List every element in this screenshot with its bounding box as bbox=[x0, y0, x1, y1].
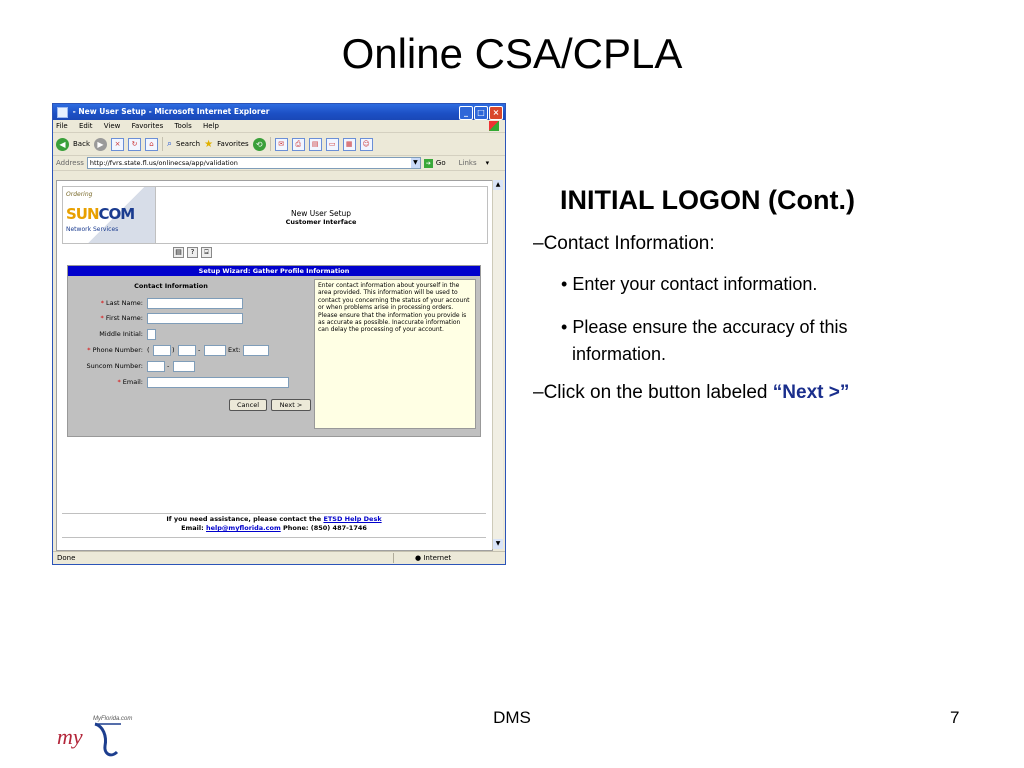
menu-edit[interactable]: Edit bbox=[78, 122, 93, 130]
maximize-icon[interactable]: □ bbox=[474, 106, 488, 120]
address-value: http://fvrs.state.fl.us/onlinecsa/app/validation bbox=[89, 159, 238, 167]
next-button[interactable]: Next > bbox=[271, 399, 311, 411]
phone-area-code-field[interactable] bbox=[153, 345, 171, 356]
folder-icon[interactable]: ▭ bbox=[326, 138, 339, 151]
home-icon[interactable]: ⌂ bbox=[145, 138, 158, 151]
menu-view[interactable]: View bbox=[103, 122, 121, 130]
forward-icon[interactable]: ▶ bbox=[94, 138, 107, 151]
page-header bbox=[62, 186, 488, 244]
contact-info-line: –Contact Information: bbox=[533, 233, 715, 254]
back-icon[interactable]: ◀ bbox=[56, 138, 69, 151]
print-icon[interactable]: ⎙ bbox=[292, 138, 305, 151]
toolbar bbox=[53, 133, 505, 156]
help-desk-link[interactable]: ETSD Help Desk bbox=[323, 515, 382, 523]
slide-footer-text: DMS bbox=[493, 708, 531, 727]
ie-icon bbox=[57, 107, 68, 118]
row-middle-initial bbox=[71, 329, 311, 340]
contact-form bbox=[71, 279, 311, 429]
wizard-title: Setup Wizard: Gather Profile Information bbox=[68, 266, 480, 276]
research-icon[interactable]: ▦ bbox=[343, 138, 356, 151]
first-name-label: * First Name: bbox=[100, 314, 143, 322]
address-bar bbox=[53, 156, 505, 171]
menu-file[interactable]: File bbox=[56, 122, 68, 130]
page-subtitle: Customer Interface bbox=[285, 218, 357, 226]
bullet-accuracy: • Please ensure the accuracy of this information. bbox=[561, 317, 848, 364]
click-next-line: –Click on the button labeled “Next >” bbox=[533, 382, 850, 403]
search-icon[interactable]: ⌕ bbox=[167, 139, 173, 149]
help-text-panel: Enter contact information about yourself in the area provided. This information will be used to contact you concerning the status of your account or when problems arise in processing orders. Please ensure that the information you provide is as accurate as possible. Inaccurate information can delay the processing of your account. bbox=[314, 279, 476, 429]
email-label: * Email: bbox=[117, 378, 143, 386]
section-heading: INITIAL LOGON (Cont.) bbox=[560, 185, 855, 215]
window-title: - New User Setup - Microsoft Internet Explorer bbox=[72, 107, 270, 116]
status-divider bbox=[393, 553, 394, 563]
myflorida-logo-text: MyFlorida.com bbox=[93, 716, 133, 722]
messenger-icon[interactable]: ☺ bbox=[360, 138, 373, 151]
form-heading: Contact Information bbox=[134, 282, 208, 290]
address-input[interactable] bbox=[87, 157, 421, 169]
logo-main-text: SUNCOM bbox=[66, 205, 135, 223]
menu-favorites[interactable]: Favorites bbox=[131, 122, 164, 130]
close-icon[interactable]: × bbox=[489, 106, 503, 120]
bullet-enter-info: • Enter your contact information. bbox=[561, 274, 818, 294]
minimize-icon[interactable]: _ bbox=[459, 106, 473, 120]
links-menu-icon[interactable]: ▾ bbox=[485, 159, 490, 167]
mail-icon[interactable]: ✉ bbox=[275, 138, 288, 151]
phone-open-paren: ( bbox=[147, 346, 150, 354]
internet-zone: ● Internet bbox=[415, 554, 452, 562]
ext-label: Ext: bbox=[228, 346, 241, 354]
row-phone bbox=[71, 345, 311, 356]
phone-dash: - bbox=[198, 346, 201, 354]
links-label[interactable]: Links bbox=[458, 159, 477, 167]
back-button[interactable]: Back bbox=[73, 140, 90, 148]
suncom-dash: - bbox=[167, 362, 170, 370]
phone-ext-field[interactable] bbox=[243, 345, 269, 356]
suncom-number-field[interactable] bbox=[173, 361, 195, 372]
svg-text:my: my bbox=[57, 724, 83, 749]
scroll-down-icon[interactable]: ▼ bbox=[493, 539, 503, 549]
toolbar-separator bbox=[162, 137, 163, 151]
scroll-up-icon[interactable]: ▲ bbox=[493, 180, 503, 190]
contact-line: Email: help@myflorida.com Phone: (850) 487-1746 bbox=[181, 524, 367, 532]
setup-wizard-panel bbox=[67, 265, 481, 437]
favorites-button[interactable]: Favorites bbox=[217, 140, 249, 148]
favorites-icon[interactable]: ★ bbox=[204, 138, 214, 150]
menubar bbox=[53, 120, 505, 133]
window-titlebar[interactable] bbox=[53, 104, 505, 120]
page-title: New User Setup bbox=[290, 209, 352, 218]
row-first-name bbox=[71, 313, 311, 324]
logo-sub-text: Network Services bbox=[66, 226, 119, 233]
last-name-field[interactable] bbox=[147, 298, 243, 309]
row-suncom bbox=[71, 361, 311, 372]
windows-logo-icon bbox=[489, 121, 499, 131]
logo-ordering-text: Ordering bbox=[66, 191, 93, 198]
print-page-icon[interactable]: ▤ bbox=[173, 247, 184, 258]
cancel-button[interactable]: Cancel bbox=[229, 399, 267, 411]
status-bar bbox=[53, 551, 505, 564]
edit-icon[interactable]: ▤ bbox=[309, 138, 322, 151]
last-name-label: * Last Name: bbox=[100, 299, 143, 307]
email-link[interactable]: help@myflorida.com bbox=[206, 524, 281, 532]
page-icon-row bbox=[173, 247, 212, 258]
phone-prefix-field[interactable] bbox=[178, 345, 196, 356]
phone-close-paren: ) bbox=[172, 346, 175, 354]
chevron-down-icon[interactable]: ▼ bbox=[411, 158, 420, 168]
assistance-line: If you need assistance, please contact the ETSD Help Desk bbox=[166, 515, 382, 523]
vertical-scrollbar[interactable] bbox=[492, 180, 503, 549]
row-last-name bbox=[71, 298, 311, 309]
next-label-highlight: “Next >” bbox=[772, 382, 850, 403]
exit-door-icon[interactable]: ⍈ bbox=[201, 247, 212, 258]
suncom-logo bbox=[63, 187, 156, 243]
email-field[interactable] bbox=[147, 377, 289, 388]
phone-line-field[interactable] bbox=[204, 345, 226, 356]
stop-icon[interactable]: × bbox=[111, 138, 124, 151]
ie-window bbox=[52, 103, 506, 565]
suncom-label: Suncom Number: bbox=[86, 362, 143, 370]
history-icon[interactable]: ⟲ bbox=[253, 138, 266, 151]
webpage-content bbox=[56, 180, 493, 551]
menu-help[interactable]: Help bbox=[202, 122, 219, 130]
phone-label: * Phone Number: bbox=[87, 346, 143, 354]
help-question-icon[interactable]: ? bbox=[187, 247, 198, 258]
slide-title: Online CSA/CPLA bbox=[341, 30, 683, 77]
row-email bbox=[71, 377, 311, 388]
middle-initial-label: Middle Initial: bbox=[99, 330, 143, 338]
refresh-icon[interactable]: ↻ bbox=[128, 138, 141, 151]
middle-initial-field[interactable] bbox=[147, 329, 156, 340]
search-button[interactable]: Search bbox=[176, 140, 201, 148]
address-label: Address bbox=[56, 159, 84, 167]
page-number: 7 bbox=[950, 708, 960, 727]
page-footer bbox=[62, 513, 486, 538]
go-icon[interactable]: ➔ bbox=[425, 159, 431, 167]
suncom-prefix-field[interactable] bbox=[147, 361, 165, 372]
menu-tools[interactable]: Tools bbox=[174, 122, 192, 130]
toolbar-separator bbox=[270, 137, 271, 151]
status-text: Done bbox=[57, 554, 76, 562]
go-button[interactable]: Go bbox=[435, 159, 446, 167]
first-name-field[interactable] bbox=[147, 313, 243, 324]
